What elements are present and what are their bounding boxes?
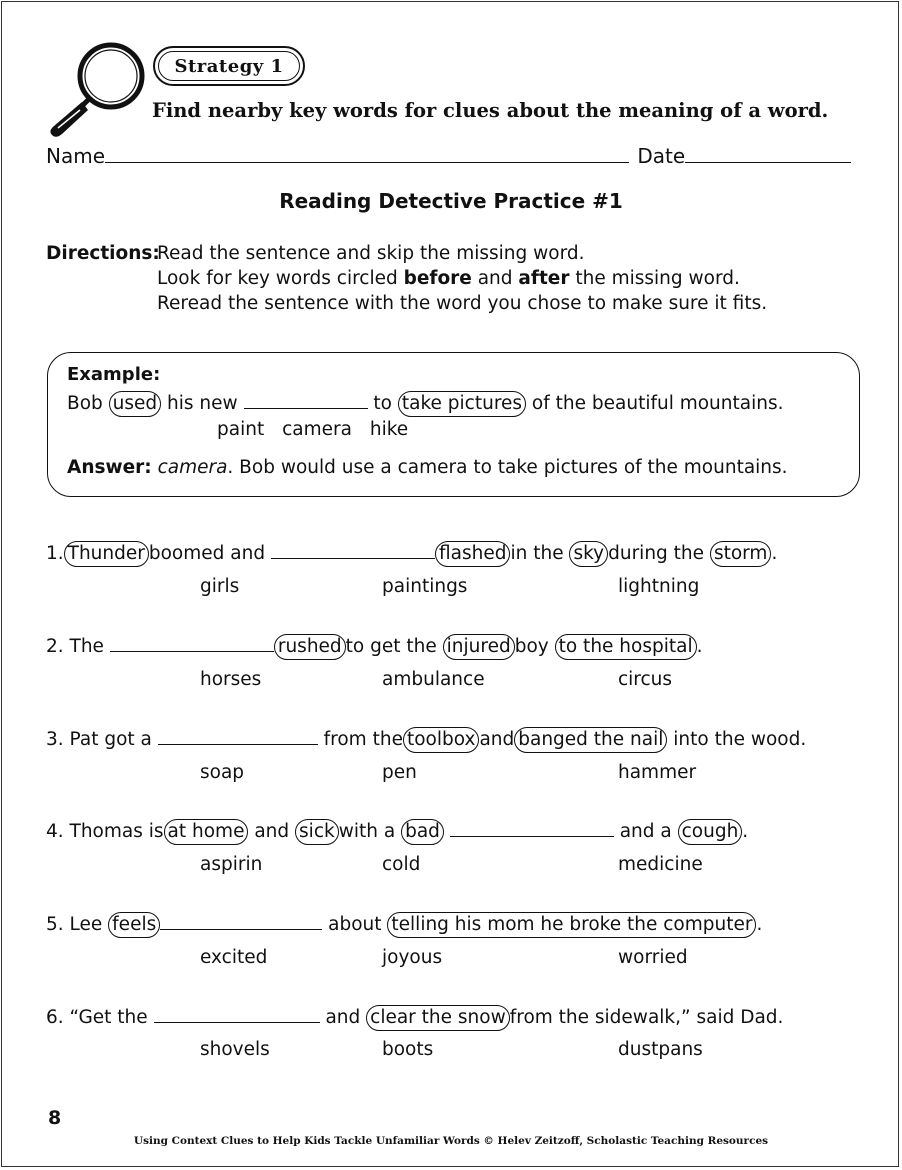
example-label: Example: bbox=[67, 364, 161, 385]
date-field[interactable] bbox=[685, 142, 851, 163]
question-1: 1. Thunder boomed and flashed in the sky during the storm . bbox=[46, 540, 777, 567]
name-date-row bbox=[46, 142, 851, 168]
clue-word: sky bbox=[569, 541, 608, 567]
clue-word: banged the nail bbox=[514, 727, 667, 753]
page-title: Reading Detective Practice #1 bbox=[279, 189, 623, 213]
date-label: Date bbox=[637, 144, 686, 168]
footer-credit: Using Context Clues to Help Kids Tackle Unfamiliar Words © Helev Zeitzoff, Scholastic Teaching Resources bbox=[133, 1135, 769, 1147]
example-choices bbox=[217, 419, 408, 440]
clue-word: storm bbox=[710, 541, 772, 567]
clue-word: cough bbox=[678, 819, 743, 845]
question-6: 6. “Get the and clear the snow from the sidewalk,” said Dad. bbox=[46, 1004, 783, 1031]
clue-word: at home bbox=[164, 819, 249, 845]
directions-line-2: Look for key words circled before and after the missing word. bbox=[157, 268, 740, 289]
choice[interactable]: horses bbox=[200, 669, 262, 690]
example-answer: Answer: camera. Bob would use a camera to take pictures of the mountains. bbox=[67, 457, 788, 478]
clue-word: Thunder bbox=[64, 541, 149, 567]
answer-blank[interactable] bbox=[450, 818, 614, 837]
answer-blank bbox=[244, 390, 368, 409]
choice[interactable]: ambulance bbox=[382, 669, 485, 690]
question-2: 2. The rushed to get the injured boy to the hospital . bbox=[46, 633, 703, 660]
directions-label: Directions: bbox=[46, 243, 160, 264]
example-choice[interactable]: camera bbox=[282, 419, 352, 440]
answer-blank[interactable] bbox=[160, 911, 322, 930]
choice[interactable]: dustpans bbox=[618, 1039, 703, 1060]
answer-blank[interactable] bbox=[271, 540, 435, 559]
choice[interactable]: lightning bbox=[618, 576, 700, 597]
clue-word: rushed bbox=[274, 634, 346, 660]
answer-blank[interactable] bbox=[110, 633, 274, 652]
choice[interactable]: paintings bbox=[382, 576, 468, 597]
choice[interactable]: pen bbox=[382, 762, 417, 783]
magnifying-glass-icon bbox=[44, 40, 148, 140]
choice[interactable]: aspirin bbox=[200, 854, 263, 875]
example-choice[interactable]: paint bbox=[217, 419, 265, 440]
name-field[interactable] bbox=[105, 142, 629, 163]
strategy-badge bbox=[153, 46, 305, 86]
clue-word: sick bbox=[295, 819, 339, 845]
choice[interactable]: medicine bbox=[618, 854, 703, 875]
choice[interactable]: joyous bbox=[382, 947, 443, 968]
clue-word: bad bbox=[401, 819, 444, 845]
choice[interactable]: soap bbox=[200, 762, 245, 783]
clue-word: toolbox bbox=[403, 727, 479, 753]
question-3: 3. Pat got a from the toolbox and banged the nail into the wood. bbox=[46, 726, 806, 753]
directions-line-1: Read the sentence and skip the missing word. bbox=[157, 243, 585, 264]
clue-word: injured bbox=[443, 634, 515, 660]
name-label: Name bbox=[46, 144, 106, 168]
strategy-description: Find nearby key words for clues about the meaning of a word. bbox=[152, 99, 829, 122]
clue-word: feels bbox=[108, 912, 160, 938]
choice[interactable]: shovels bbox=[200, 1039, 270, 1060]
page-number: 8 bbox=[48, 1107, 62, 1129]
choice[interactable]: circus bbox=[618, 669, 673, 690]
clue-word: clear the snow bbox=[366, 1005, 510, 1031]
choice[interactable]: boots bbox=[382, 1039, 434, 1060]
question-5: 5. Lee feels about telling his mom he broke the computer . bbox=[46, 911, 762, 938]
clue-word: take pictures bbox=[398, 391, 526, 417]
clue-word: to the hospital bbox=[555, 634, 697, 660]
choice[interactable]: cold bbox=[382, 854, 421, 875]
choice[interactable]: worried bbox=[618, 947, 688, 968]
answer-blank[interactable] bbox=[158, 726, 318, 745]
clue-word: used bbox=[109, 391, 162, 417]
clue-word: telling his mom he broke the computer bbox=[387, 912, 756, 938]
answer-blank[interactable] bbox=[154, 1004, 320, 1023]
example-sentence: Bob used his new to take pictures of the beautiful mountains. bbox=[67, 390, 783, 417]
question-4: 4. Thomas is at home and sick with a bad and a cough . bbox=[46, 818, 748, 845]
clue-word: flashed bbox=[435, 541, 510, 567]
directions bbox=[46, 241, 767, 316]
directions-line-3: Reread the sentence with the word you chose to make sure it fits. bbox=[157, 293, 768, 314]
choice[interactable]: excited bbox=[200, 947, 268, 968]
choice[interactable]: girls bbox=[200, 576, 240, 597]
strategy-label: Strategy 1 bbox=[158, 51, 300, 81]
example-choice[interactable]: hike bbox=[369, 419, 409, 440]
choice[interactable]: hammer bbox=[618, 762, 697, 783]
